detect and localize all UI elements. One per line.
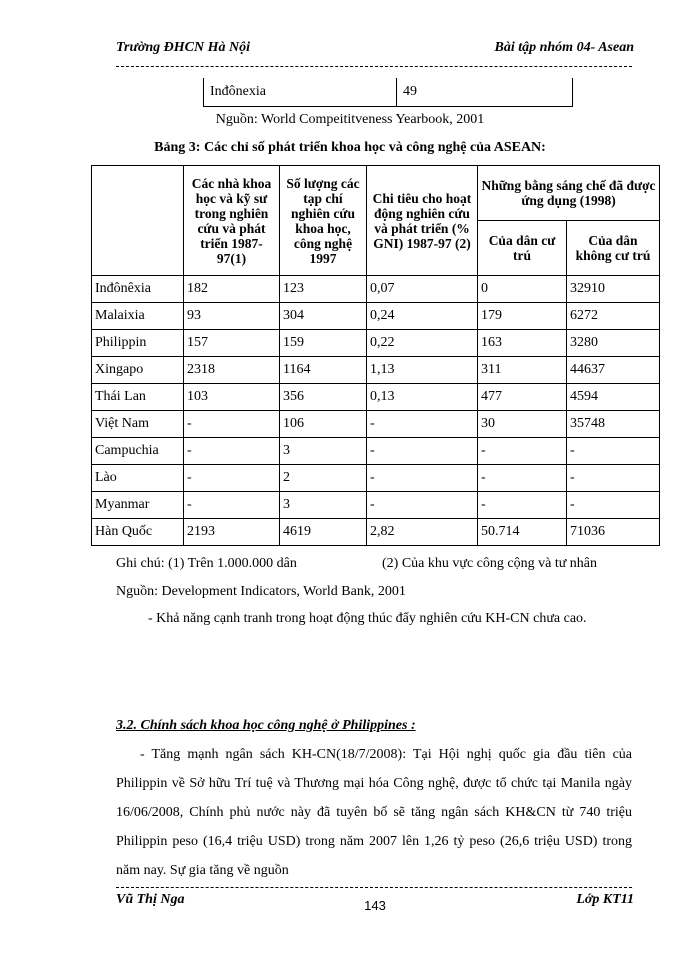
country-cell: Thái Lan bbox=[92, 384, 184, 411]
value-cell: - bbox=[184, 465, 280, 492]
section-heading: 3.2. Chính sách khoa học công nghệ ở Philippines : bbox=[116, 718, 416, 733]
value-cell: 179 bbox=[478, 303, 567, 330]
value-cell: - bbox=[184, 411, 280, 438]
value-cell: 163 bbox=[478, 330, 567, 357]
value-cell: 3 bbox=[280, 492, 367, 519]
header-cell-scientists: Các nhà khoa học và kỹ sư trong nghiên cứu và phát triển 1987-97(1) bbox=[184, 166, 280, 276]
country-cell: Hàn Quốc bbox=[92, 519, 184, 546]
value-cell: - bbox=[567, 465, 660, 492]
header-cell-residents: Của dân cư trú bbox=[478, 221, 567, 276]
continued-table bbox=[203, 78, 573, 107]
value-cell: 182 bbox=[184, 276, 280, 303]
source-note-1: Nguồn: World Compeititveness Yearbook, 2001 bbox=[215, 112, 485, 127]
country-cell: Việt Nam bbox=[92, 411, 184, 438]
header-cell-country bbox=[92, 166, 184, 276]
value-cell: - bbox=[184, 438, 280, 465]
asean-science-table bbox=[91, 165, 660, 546]
note-right: (2) Của khu vực công cộng và tư nhân bbox=[382, 556, 598, 571]
header-cell-journals: Số lượng các tạp chí nghiên cứu khoa học, công nghệ 1997 bbox=[280, 166, 367, 276]
table-row bbox=[204, 78, 573, 107]
table-title: Bảng 3: Các chỉ số phát triển khoa học và công nghệ của ASEAN: bbox=[154, 140, 546, 155]
table-row bbox=[92, 438, 660, 465]
value-cell: 2 bbox=[280, 465, 367, 492]
paragraph-competitiveness: - Khả năng cạnh tranh trong hoạt động thúc đẩy nghiên cứu KH-CN chưa cao. bbox=[148, 611, 587, 626]
value-cell: 103 bbox=[184, 384, 280, 411]
value-cell: 50.714 bbox=[478, 519, 567, 546]
country-cell: Campuchia bbox=[92, 438, 184, 465]
table-row bbox=[92, 330, 660, 357]
country-cell: Philippin bbox=[92, 330, 184, 357]
value-cell: 311 bbox=[478, 357, 567, 384]
value-cell: - bbox=[478, 465, 567, 492]
value-cell: - bbox=[367, 492, 478, 519]
header-cell-rd-spending: Chi tiêu cho hoạt động nghiên cứu và phát triển (% GNI) 1987-97 (2) bbox=[367, 166, 478, 276]
value-cell: 477 bbox=[478, 384, 567, 411]
value-cell: 2,82 bbox=[367, 519, 478, 546]
value-cell: 0,24 bbox=[367, 303, 478, 330]
table-row bbox=[92, 276, 660, 303]
table-cell: 49 bbox=[397, 78, 573, 107]
value-cell: 1,13 bbox=[367, 357, 478, 384]
header-divider bbox=[116, 66, 632, 67]
value-cell: 1164 bbox=[280, 357, 367, 384]
value-cell: 4619 bbox=[280, 519, 367, 546]
page-number: 143 bbox=[364, 898, 386, 913]
value-cell: 35748 bbox=[567, 411, 660, 438]
value-cell: - bbox=[367, 438, 478, 465]
value-cell: 2193 bbox=[184, 519, 280, 546]
table-row bbox=[92, 519, 660, 546]
value-cell: 44637 bbox=[567, 357, 660, 384]
country-cell: Inđônêxia bbox=[92, 276, 184, 303]
value-cell: 0 bbox=[478, 276, 567, 303]
value-cell: 71036 bbox=[567, 519, 660, 546]
value-cell: 3 bbox=[280, 438, 367, 465]
source-note-2: Nguồn: Development Indicators, World Bank, 2001 bbox=[116, 584, 406, 599]
value-cell: 2318 bbox=[184, 357, 280, 384]
value-cell: - bbox=[367, 465, 478, 492]
page-header bbox=[116, 40, 634, 62]
value-cell: 0,13 bbox=[367, 384, 478, 411]
footer-author: Vũ Thị Nga bbox=[116, 892, 185, 907]
country-cell: Lào bbox=[92, 465, 184, 492]
table-cell: Inđônexia bbox=[204, 78, 397, 107]
value-cell: - bbox=[184, 492, 280, 519]
value-cell: 157 bbox=[184, 330, 280, 357]
table-header-row bbox=[92, 166, 660, 221]
value-cell: 356 bbox=[280, 384, 367, 411]
value-cell: 4594 bbox=[567, 384, 660, 411]
paragraph-budget: - Tăng mạnh ngân sách KH-CN(18/7/2008): Tại Hội nghị quốc gia đầu tiên của Philippin về Sở hữu Trí tuệ và Thương mại hóa Công nghệ, được tổ chức tại Manila ngày 16/06/2008, Chính phủ nước này đã tuyên bố sẽ tăng ngân sách KH&CN từ 740 triệu Philippin peso (16,4 triệu USD) trong năm 2007 lên 1,26 tỷ peso (26,6 triệu USD) trong năm nay. Sự gia tăng về nguồn bbox=[116, 747, 632, 878]
note-left: Ghi chú: (1) Trên 1.000.000 dân bbox=[116, 556, 297, 571]
page-footer bbox=[116, 892, 634, 914]
header-school: Trường ĐHCN Hà Nội bbox=[116, 40, 251, 55]
table-row bbox=[92, 465, 660, 492]
table-row bbox=[92, 303, 660, 330]
value-cell: - bbox=[478, 438, 567, 465]
value-cell: - bbox=[478, 492, 567, 519]
value-cell: 32910 bbox=[567, 276, 660, 303]
table-row bbox=[92, 411, 660, 438]
footer-divider bbox=[116, 887, 632, 888]
table-row bbox=[92, 357, 660, 384]
header-cell-nonresidents: Của dân không cư trú bbox=[567, 221, 660, 276]
country-cell: Xingapo bbox=[92, 357, 184, 384]
table-row bbox=[92, 384, 660, 411]
value-cell: 3280 bbox=[567, 330, 660, 357]
value-cell: - bbox=[367, 411, 478, 438]
value-cell: 0,07 bbox=[367, 276, 478, 303]
value-cell: 93 bbox=[184, 303, 280, 330]
value-cell: 123 bbox=[280, 276, 367, 303]
country-cell: Malaixia bbox=[92, 303, 184, 330]
value-cell: 0,22 bbox=[367, 330, 478, 357]
header-assignment: Bài tập nhóm 04- Asean bbox=[494, 40, 634, 55]
value-cell: 6272 bbox=[567, 303, 660, 330]
value-cell: 30 bbox=[478, 411, 567, 438]
country-cell: Myanmar bbox=[92, 492, 184, 519]
footer-class: Lớp KT11 bbox=[576, 892, 634, 907]
header-cell-patents: Những bằng sáng chế đã được ứng dụng (1998) bbox=[478, 166, 660, 221]
value-cell: - bbox=[567, 492, 660, 519]
table-row bbox=[92, 492, 660, 519]
value-cell: 304 bbox=[280, 303, 367, 330]
value-cell: 159 bbox=[280, 330, 367, 357]
value-cell: 106 bbox=[280, 411, 367, 438]
value-cell: - bbox=[567, 438, 660, 465]
